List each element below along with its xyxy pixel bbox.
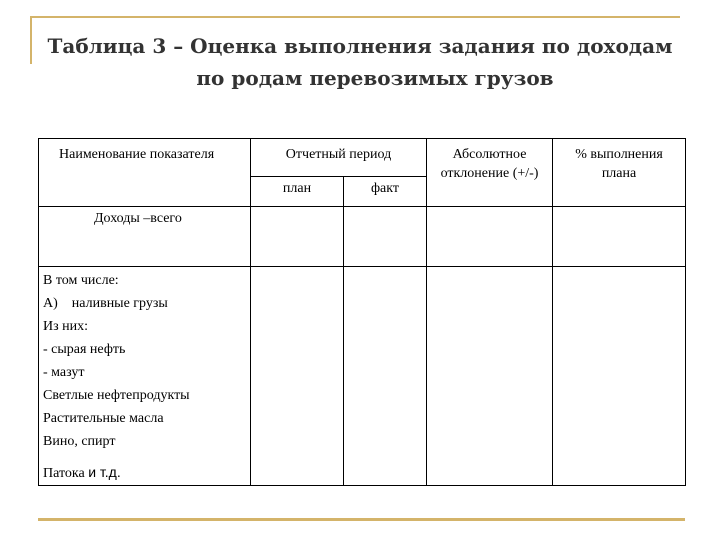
row-cargo-list (39, 267, 251, 486)
row-income-total-label: Доходы –всего (39, 207, 251, 267)
list-item: В том числе: (43, 273, 119, 288)
header-fact: факт (344, 177, 427, 207)
header-plan: план (251, 177, 344, 207)
header-indicator: Наименование показателя (39, 139, 251, 207)
header-abs-deviation-line1: Абсолютное (452, 147, 527, 162)
cell-cargo-fact (344, 267, 427, 486)
header-period: Отчетный период (251, 139, 427, 177)
cell-income-plan (251, 207, 344, 267)
header-percent (553, 139, 686, 207)
cell-cargo-plan (251, 267, 344, 486)
cell-income-percent (553, 207, 686, 267)
list-item: - мазут (43, 365, 85, 380)
list-item: Светлые нефтепродукты (43, 388, 190, 403)
title-line-2: по родам перевозимых грузов (196, 66, 554, 90)
list-item: Вино, спирт (43, 434, 116, 449)
list-item: А) наливные грузы (43, 296, 168, 311)
table-title (40, 30, 680, 94)
list-item-last (43, 461, 250, 485)
molasses-label: Патока (43, 466, 85, 481)
cell-income-abs (427, 207, 553, 267)
etc-label: и т.д. (88, 464, 121, 480)
cell-cargo-percent (553, 267, 686, 486)
frame-left-line (30, 16, 32, 64)
list-item: Из них: (43, 319, 89, 334)
title-line-1: Таблица 3 – Оценка выполнения задания по доходам (47, 34, 673, 58)
income-table (38, 138, 686, 486)
header-percent-line2: плана (601, 166, 637, 181)
cell-income-fact (344, 207, 427, 267)
header-abs-deviation (427, 139, 553, 207)
cell-cargo-abs (427, 267, 553, 486)
list-item: Растительные масла (43, 411, 164, 426)
header-abs-deviation-line2: отклонение (+/-) (440, 166, 539, 181)
frame-bottom-line (38, 518, 685, 521)
list-item: - сырая нефть (43, 342, 126, 357)
frame-top-line (30, 16, 680, 18)
header-percent-line1: % выполнения (575, 147, 663, 162)
